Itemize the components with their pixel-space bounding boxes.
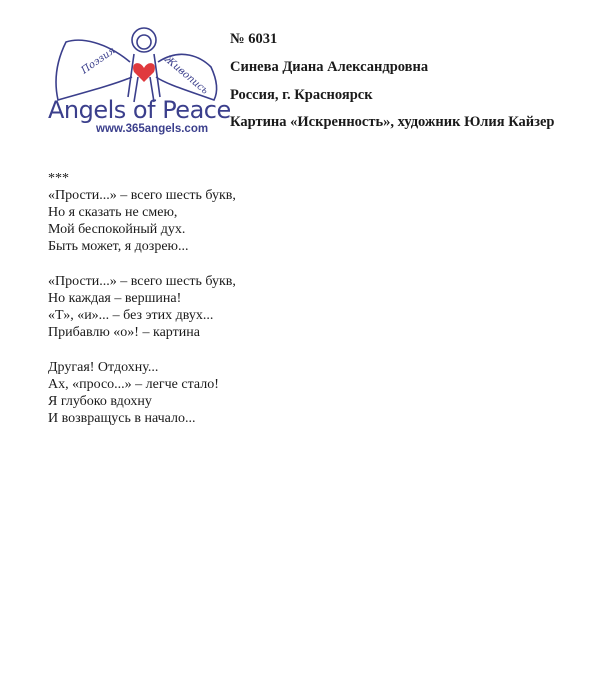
poem-line: Мой беспокойный дух. [48, 222, 186, 237]
logo-brand: Angels of Peace [48, 96, 231, 124]
stanza [48, 187, 236, 255]
painting-credit: Картина «Искренность», художник Юлия Кайзер [230, 114, 555, 130]
poem-line: Ах, «просо...» – легче стало! [48, 377, 219, 392]
poem-line: Прибавлю «о»! – картина [48, 325, 200, 340]
svg-text:Живопись: Живопись [162, 53, 211, 97]
angels-of-peace-logo [46, 22, 231, 138]
poem-line: Другая! Отдохну... [48, 360, 159, 375]
poem-line: «Прости...» – всего шесть букв, [48, 274, 236, 289]
poem-line: И возвращусь в начало... [48, 411, 196, 426]
poem-line: Быть может, я дозрею... [48, 239, 189, 254]
stanza [48, 359, 236, 427]
poem-line: Но каждая – вершина! [48, 291, 182, 306]
work-number: № 6031 [230, 31, 278, 47]
author-name: Синева Диана Александровна [230, 59, 429, 75]
poem-line: «Прости...» – всего шесть букв, [48, 188, 236, 203]
stanza [48, 273, 236, 341]
poem-line: Я глубоко вдохну [48, 394, 152, 409]
poem-line: «Т», «и»... – без этих двух... [48, 308, 214, 323]
logo-url: www.365angels.com [96, 123, 209, 135]
poem [48, 170, 236, 445]
poem-title: *** [48, 171, 69, 186]
poem-line: Но я сказать не смею, [48, 205, 178, 220]
svg-text:Поэзия: Поэзия [79, 45, 118, 77]
author-location: Россия, г. Красноярск [230, 87, 373, 103]
